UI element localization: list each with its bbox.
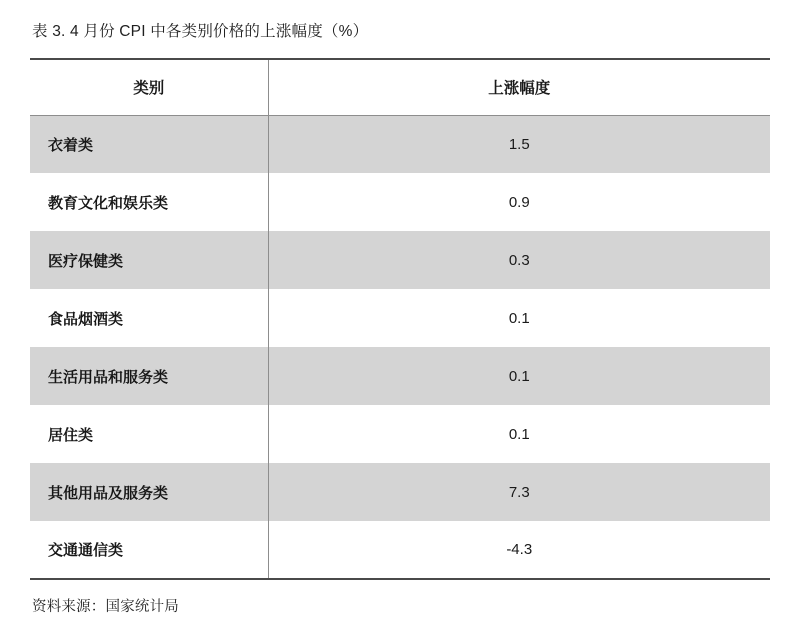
- cell-category: 食品烟酒类: [30, 289, 268, 347]
- cpi-increase-table: [30, 58, 770, 580]
- table-row: [30, 289, 770, 347]
- cell-value: 0.1: [268, 405, 770, 463]
- table-header-row: [30, 59, 770, 115]
- cell-value: 7.3: [268, 463, 770, 521]
- source-note: 资料来源：国家统计局: [32, 599, 179, 616]
- cell-category: 交通通信类: [30, 521, 268, 579]
- cell-category: 居住类: [30, 405, 268, 463]
- table-row: [30, 347, 770, 405]
- cell-category: 生活用品和服务类: [30, 347, 268, 405]
- cell-category: 教育文化和娱乐类: [30, 173, 268, 231]
- table-row: [30, 115, 770, 173]
- cell-value: 0.9: [268, 173, 770, 231]
- cell-value: 0.1: [268, 289, 770, 347]
- cell-category: 医疗保健类: [30, 231, 268, 289]
- table-row: [30, 521, 770, 579]
- table-header: [30, 59, 770, 115]
- table-row: [30, 463, 770, 521]
- cell-value: 0.3: [268, 231, 770, 289]
- column-header-increase: 上涨幅度: [268, 59, 770, 115]
- table-row: [30, 231, 770, 289]
- table-row: [30, 405, 770, 463]
- cell-category: 衣着类: [30, 115, 268, 173]
- table-row: [30, 173, 770, 231]
- column-header-category: 类别: [30, 59, 268, 115]
- cell-value: 0.1: [268, 347, 770, 405]
- table-body: [30, 115, 770, 579]
- cell-value: 1.5: [268, 115, 770, 173]
- cell-value: -4.3: [268, 521, 770, 579]
- page-title: 表 3. 4 月份 CPI 中各类别价格的上涨幅度（%）: [32, 23, 369, 40]
- cell-category: 其他用品及服务类: [30, 463, 268, 521]
